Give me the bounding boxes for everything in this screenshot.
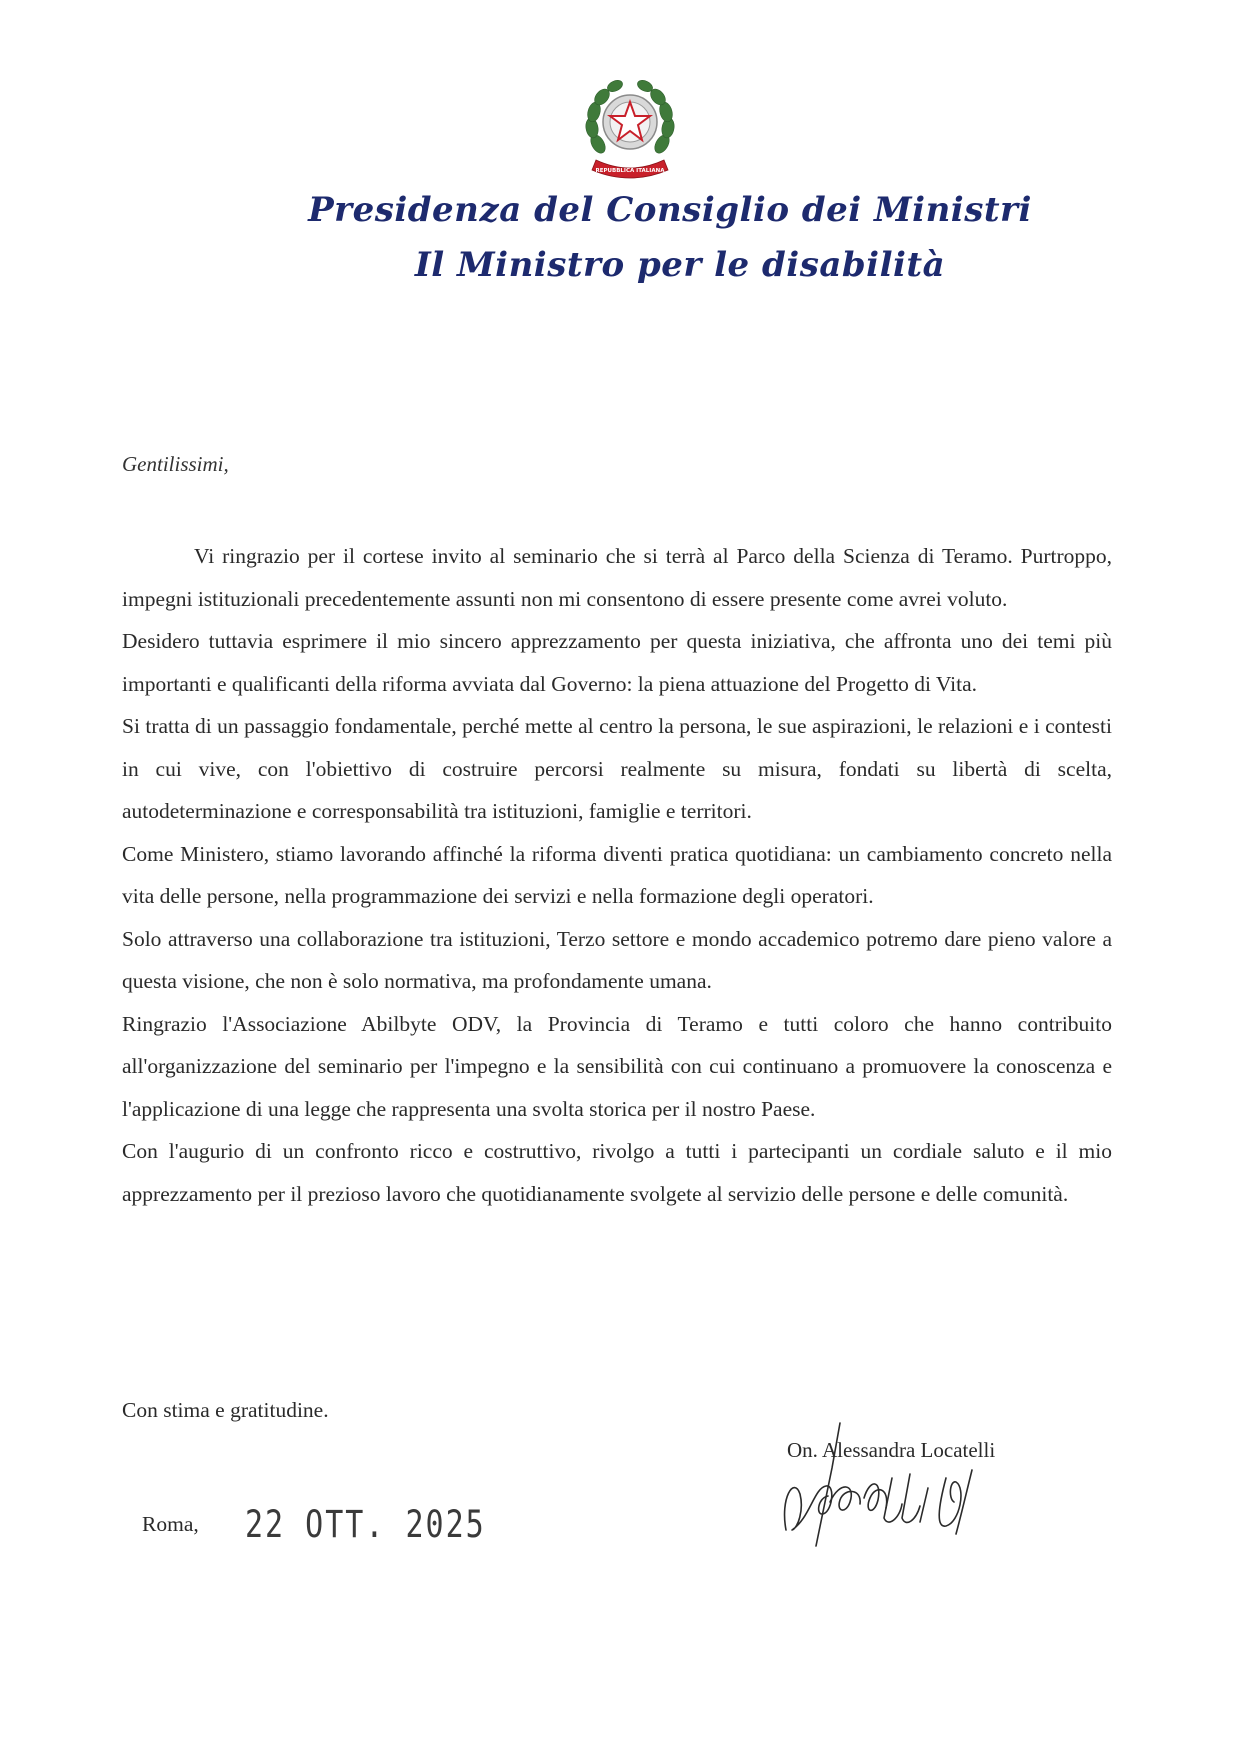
svg-text:REPUBBLICA ITALIANA: REPUBBLICA ITALIANA — [595, 168, 665, 174]
place: Roma, — [142, 1512, 199, 1536]
closing: Con stima e gratitudine. — [122, 1398, 329, 1422]
paragraph: Con l'augurio di un confronto ricco e costruttivo, rivolgo a tutti i partecipanti un cordiale saluto e il mio apprezzamento per il prezioso lavoro che quotidianamente svolgete al servizio delle persone e delle comunità. — [122, 1139, 1112, 1206]
signer-name: On. Alessandra Locatelli — [787, 1438, 996, 1462]
paragraph: Come Ministero, stiamo lavorando affinché la riforma diventi pratica quotidiana: un cambiamento concreto nella vita delle persone, nella programmazione dei servizi e nella formazione degli operatori. — [122, 841, 1112, 908]
letterhead-presidency: Presidenza del Consiglio dei Ministri — [308, 190, 1032, 230]
date-stamp: 22 OTT. 2025 — [245, 1503, 486, 1547]
paragraph: Desidero tuttavia esprimere il mio sincero apprezzamento per questa iniziativa, che affronta uno dei temi più importanti e qualificanti della riforma avviata dal Governo: la piena attuazione del Progetto di Vita. — [122, 629, 1112, 696]
handwritten-signature-icon — [770, 1418, 1010, 1548]
letter-body — [122, 535, 1112, 1215]
paragraph: Ringrazio l'Associazione Abilbyte ODV, la Provincia di Teramo e tutti coloro che hanno contribuito all'organizzazione del seminario per l'impegno e la sensibilità con cui continuano a promuovere la conoscenza e l'applicazione di una legge che rappresenta una svolta storica per il nostro Paese. — [122, 1011, 1112, 1121]
salutation: Gentilissimi, — [122, 452, 229, 476]
paragraph: Si tratta di un passaggio fondamentale, perché mette al centro la persona, le sue aspirazioni, le relazioni e i contesti in cui vive, con l'obiettivo di costruire percorsi realmente su misura, fondati su libertà di scelta, autodeterminazione e corresponsabilità tra istituzioni, famiglie e territori. — [122, 714, 1112, 823]
italian-republic-emblem-icon — [578, 72, 682, 184]
paragraph: Vi ringrazio per il cortese invito al seminario che si terrà al Parco della Scienza di Teramo. Purtroppo, impegni istituzionali precedentemente assunti non mi consentono di essere presente come avrei voluto. — [122, 544, 1112, 611]
paragraph: Solo attraverso una collaborazione tra istituzioni, Terzo settore e mondo accademico potremo dare pieno valore a questa visione, che non è solo normativa, ma profondamente umana. — [122, 926, 1112, 993]
letterhead-minister: Il Ministro per le disabilità — [414, 245, 946, 285]
